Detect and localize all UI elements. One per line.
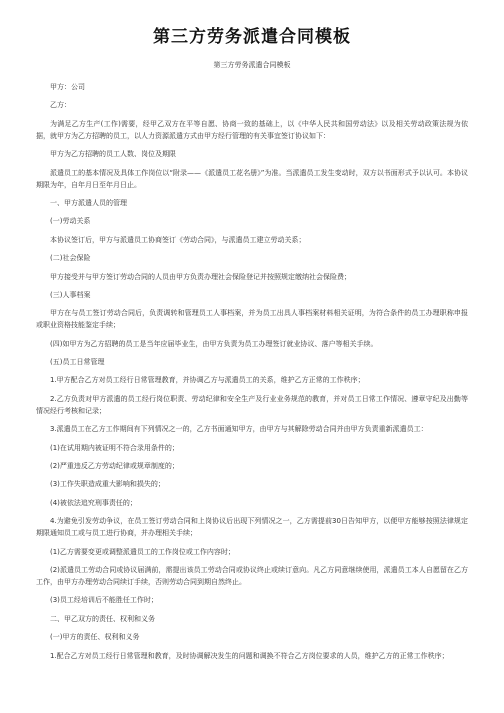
paragraph: 2.乙方负责对甲方派遣的员工经行岗位职责、劳动纪律和安全生产及行业业务规范的教育，并对员工日常工作情况、遵章守纪及出勤等情况经行考核和记录； — [36, 394, 468, 415]
list-item: (1)在试用期内被证明不符合录用条件的； — [50, 443, 179, 452]
subsection-heading: (二)社会保险 — [50, 254, 91, 263]
paragraph: 甲方为乙方招聘的员工人数、岗位及期限 — [50, 150, 176, 159]
paragraph-party-a: 甲方：公司 — [50, 83, 85, 91]
document-subtitle: 第三方劳务派遣合同模板 — [213, 61, 291, 69]
list-item: (2)派遣员工劳动合同或协议届满前，需提出该员工劳动合同或协议终止或续订意向。凡乙方同意继续使用，派遣员工本人自愿留在乙方工作，由甲方办理劳动合同续订手续，否则劳动合同到期自然终止。 — [36, 565, 468, 586]
paragraph: 1.配合乙方对员工经行日常管理和教育，及时协调解决发生的问题和调换不符合乙方岗位要求的人员，维护乙方的正常工作秩序； — [50, 651, 449, 660]
paragraph: 甲方在与员工签订劳动合同后，负责调转和管理员工人事档案，并为员工出具人事档案材料相关证明，为符合条件的员工办理职称申报或职业资格技能鉴定手续； — [36, 309, 468, 330]
list-item: (3)员工经培训后不能胜任工作时； — [50, 596, 158, 605]
document-title: 第三方劳务派遣合同模板 — [153, 27, 351, 47]
section-heading: 一、甲方派遣人员的管理 — [50, 198, 127, 207]
paragraph: 派遣员工的基本情况及具体工作岗位以“附录——《派遣员工花名册》”为准。当派遣员工发生变动时，双方以书面形式予以认可。本协议期限为年，自年月日至年月日止。 — [36, 168, 468, 189]
paragraph: (四)如甲方为乙方招聘的员工是当年应届毕业生，由甲方负责为员工办理签订就业协议、落户等相关手续。 — [50, 339, 378, 348]
list-item: (3)工作失职造成重大影响和损失的； — [50, 480, 165, 489]
paragraph: 甲方接受并与甲方签订劳动合同的人员由甲方负责办理社会保险登记并按照规定缴纳社会保险费； — [50, 272, 351, 281]
section-heading: 二、甲乙双方的责任、权利和义务 — [50, 614, 155, 623]
paragraph: 本协议签订后，甲方与派遣员工协商签订《劳动合同》，与派遣员工建立劳动关系； — [50, 235, 306, 244]
subsection-heading: (三)人事档案 — [50, 290, 91, 299]
paragraph: 3.派遣员工在乙方工作期间有下列情况之一的，乙方书面通知甲方，由甲方与其解除劳动合同并由甲方负责重新派遣员工： — [50, 425, 428, 434]
paragraph-party-b: 乙方： — [50, 101, 71, 110]
paragraph: 4.为避免引发劳动争议，在员工签订劳动合同和上岗协议后出现下列情况之一，乙方需提前30日告知甲方，以便甲方能够按照法律规定期限通知员工或与员工进行协商，并办理相关手续； — [36, 517, 468, 538]
subsection-heading: (五)员工日常管理 — [50, 358, 105, 367]
subsection-heading: (一)甲方的责任、权利和义务 — [50, 633, 140, 642]
list-item: (2)严重违反乙方劳动纪律或规章制度的； — [50, 462, 179, 471]
list-item: (1)乙方需要变更或调整派遣员工的工作岗位或工作内容时； — [50, 547, 235, 556]
subsection-heading: (一)劳动关系 — [50, 217, 91, 226]
list-item: (4)被依法追究刑事责任的； — [50, 498, 137, 507]
paragraph: 1.甲方配合乙方对员工经行日常管理教育，并协调乙方与派遣员工的关系，维护乙方正常的工作秩序； — [50, 376, 365, 385]
document-body — [36, 81, 468, 662]
paragraph-preamble: 为满足乙方生产(工作)需要，经甲乙双方在平等自愿、协商一致的基础上，以《中华人民共和国劳动法》以及相关劳动政策法规为依据，就甲方为乙方招聘的员工，以人力资源派遣方式由甲方经行管理的有关事宜签订协议如下： — [36, 119, 468, 140]
